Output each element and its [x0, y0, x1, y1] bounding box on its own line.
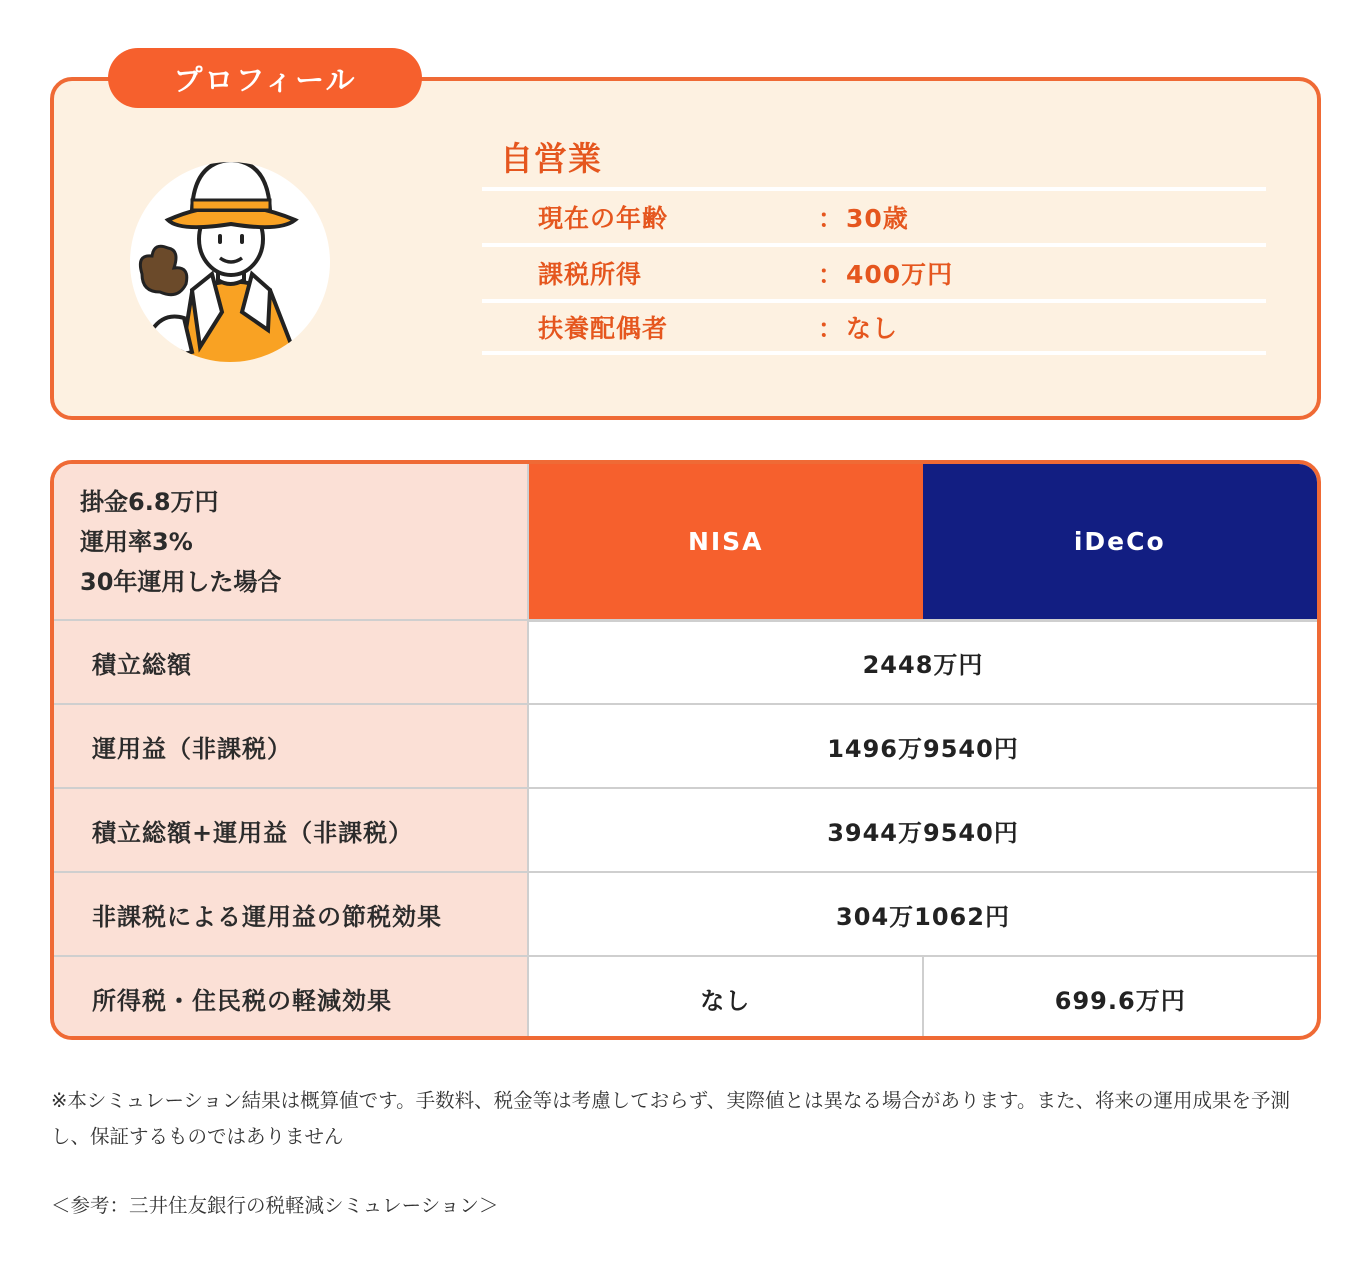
profile-info: [482, 135, 1266, 355]
profile-row-age: [482, 187, 1266, 243]
condition-line: 掛金6.8万円: [80, 487, 219, 516]
ideco-value: 699.6万円: [923, 956, 1318, 1040]
profile-tab-label: プロフィール: [108, 48, 422, 108]
profile-colon: ：: [818, 260, 844, 289]
conditions-cell: [54, 464, 528, 620]
row-label: 非課税による運用益の節税効果: [54, 872, 528, 956]
row-label: 所得税・住民税の軽減効果: [54, 956, 528, 1040]
ideco-header: iDeCo: [923, 464, 1318, 620]
table-row: [54, 788, 1317, 872]
table-row: [54, 956, 1317, 1040]
profile-label: 課税所得: [538, 260, 643, 289]
row-label: 積立総額: [54, 620, 528, 704]
nisa-value: なし: [528, 956, 923, 1040]
condition-line: 運用率3%: [80, 527, 193, 556]
profile-row-spouse: [482, 299, 1266, 355]
farmer-avatar-icon: [130, 162, 330, 362]
row-value: 304万1062円: [528, 872, 1317, 956]
row-value: 2448万円: [528, 620, 1317, 704]
profile-value: なし: [846, 314, 899, 343]
row-label: 運用益（非課税）: [54, 704, 528, 788]
row-label: 積立総額+運用益（非課税）: [54, 788, 528, 872]
table-row: [54, 872, 1317, 956]
table-row: [54, 620, 1317, 704]
profile-colon: ：: [818, 204, 844, 233]
condition-line: 30年運用した場合: [80, 567, 282, 596]
reference-note: ＜参考：三井住友銀行の税軽減シミュレーション＞: [51, 1194, 499, 1217]
profile-value: 400万円: [846, 260, 954, 289]
table-header-row: [54, 464, 1317, 620]
profile-colon: ：: [818, 314, 844, 343]
profile-label: 現在の年齢: [538, 204, 669, 233]
table-row: [54, 704, 1317, 788]
comparison-table: [50, 460, 1321, 1040]
profile-label: 扶養配偶者: [538, 314, 669, 343]
disclaimer-note: ※本シミュレーション結果は概算値です。手数料、税金等は考慮しておらず、実際値とは異なる場合があります。また、将来の運用成果を予測し、保証するものではありません: [51, 1089, 1290, 1148]
profile-value: 30歳: [846, 204, 909, 233]
row-value: 3944万9540円: [528, 788, 1317, 872]
row-value: 1496万9540円: [528, 704, 1317, 788]
nisa-header: NISA: [528, 464, 923, 620]
profile-row-taxable-income: [482, 243, 1266, 299]
occupation-title: 自営業: [500, 139, 602, 178]
